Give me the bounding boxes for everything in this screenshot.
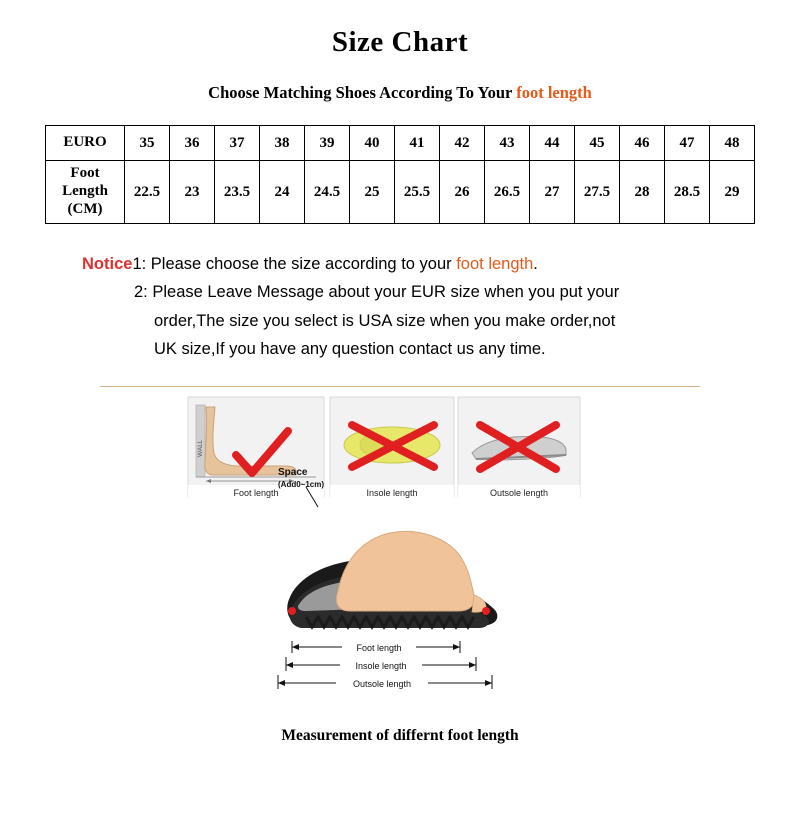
euro-size-cell: 45 (575, 126, 620, 161)
notice-item2-line1: Please Leave Message about your EUR size when you put your (147, 283, 620, 302)
foot-length-cell: 29 (710, 161, 755, 224)
size-table (45, 125, 755, 224)
notice-block (46, 250, 754, 364)
euro-size-cell: 41 (395, 126, 440, 161)
foot-length-cell: 27 (530, 161, 575, 224)
row-label-line3: (CM) (67, 200, 103, 217)
figure-caption: Measurement of differnt foot length (281, 726, 519, 744)
notice-line-2 (46, 278, 754, 306)
space-label-line2: (Add0~1cm) (278, 479, 325, 489)
foot-length-cell: 28 (620, 161, 665, 224)
notice-line-1 (46, 250, 754, 278)
euro-size-cell: 37 (215, 126, 260, 161)
measure-label-foot-length: Foot length (356, 642, 402, 653)
measurement-diagram (0, 395, 800, 725)
notice-label: Notice (82, 255, 133, 273)
notice-line-4: UK size,If you have any question contact us any time. (154, 340, 546, 359)
euro-size-cell: 44 (530, 126, 575, 161)
notice-item1-number: 1: (132, 255, 147, 273)
euro-size-cell: 42 (440, 126, 485, 161)
foot-length-cell: 23.5 (215, 161, 260, 224)
foot-length-cell: 22.5 (125, 161, 170, 224)
foot-length-cell: 26 (440, 161, 485, 224)
row-label-line2: Length (62, 183, 108, 200)
panel-label-outsole-length: Outsole length (489, 487, 549, 498)
notice-item1-text-before: Please choose the size according to your (146, 255, 457, 273)
foot-length-cell: 26.5 (485, 161, 530, 224)
foot-length-cell: 24 (260, 161, 305, 224)
notice-item1-highlight: foot length (456, 255, 534, 273)
row-label-line1: Foot (70, 165, 100, 182)
foot-length-cell: 24.5 (305, 161, 350, 224)
section-divider (100, 386, 700, 387)
foot-length-cell: 25.5 (395, 161, 440, 224)
table-row-euro (46, 126, 755, 161)
foot-length-cell: 27.5 (575, 161, 620, 224)
size-chart-page (0, 26, 800, 826)
page-subtitle (0, 83, 800, 103)
measure-label-insole-length: Insole length (355, 660, 407, 671)
euro-size-cell: 38 (260, 126, 305, 161)
euro-size-cell: 35 (125, 126, 170, 161)
subtitle-highlight: foot length (516, 83, 592, 102)
foot-length-cell: 23 (170, 161, 215, 224)
panel-label-insole-length: Insole length (366, 487, 418, 498)
euro-size-cell: 43 (485, 126, 530, 161)
euro-size-cell: 39 (305, 126, 350, 161)
euro-size-cell: 40 (350, 126, 395, 161)
foot-length-cell: 25 (350, 161, 395, 224)
foot-length-cell: 28.5 (665, 161, 710, 224)
table-row-foot-length (46, 161, 755, 224)
row-label-euro: EURO (46, 126, 125, 161)
euro-size-cell: 47 (665, 126, 710, 161)
euro-size-cell: 46 (620, 126, 665, 161)
page-title: Size Chart (331, 26, 469, 58)
notice-item1-text-after: . (533, 255, 538, 273)
measure-label-outsole-length: Outsole length (352, 678, 412, 689)
euro-size-cell: 48 (710, 126, 755, 161)
space-label-line1: Space (278, 466, 308, 478)
panel-outsole-length (458, 397, 580, 501)
measurement-figure (0, 395, 800, 725)
wall-label: WALL (197, 439, 204, 457)
subtitle-prefix: Choose Matching Shoes According To Your (208, 83, 517, 102)
notice-item2-number: 2: (134, 283, 148, 302)
panel-label-foot-length: Foot length (233, 487, 279, 498)
panel-insole-length (330, 397, 454, 501)
euro-size-cell: 36 (170, 126, 215, 161)
row-label-foot-length (46, 161, 125, 224)
notice-line-3: order,The size you select is USA size when you make order,not (154, 311, 616, 330)
